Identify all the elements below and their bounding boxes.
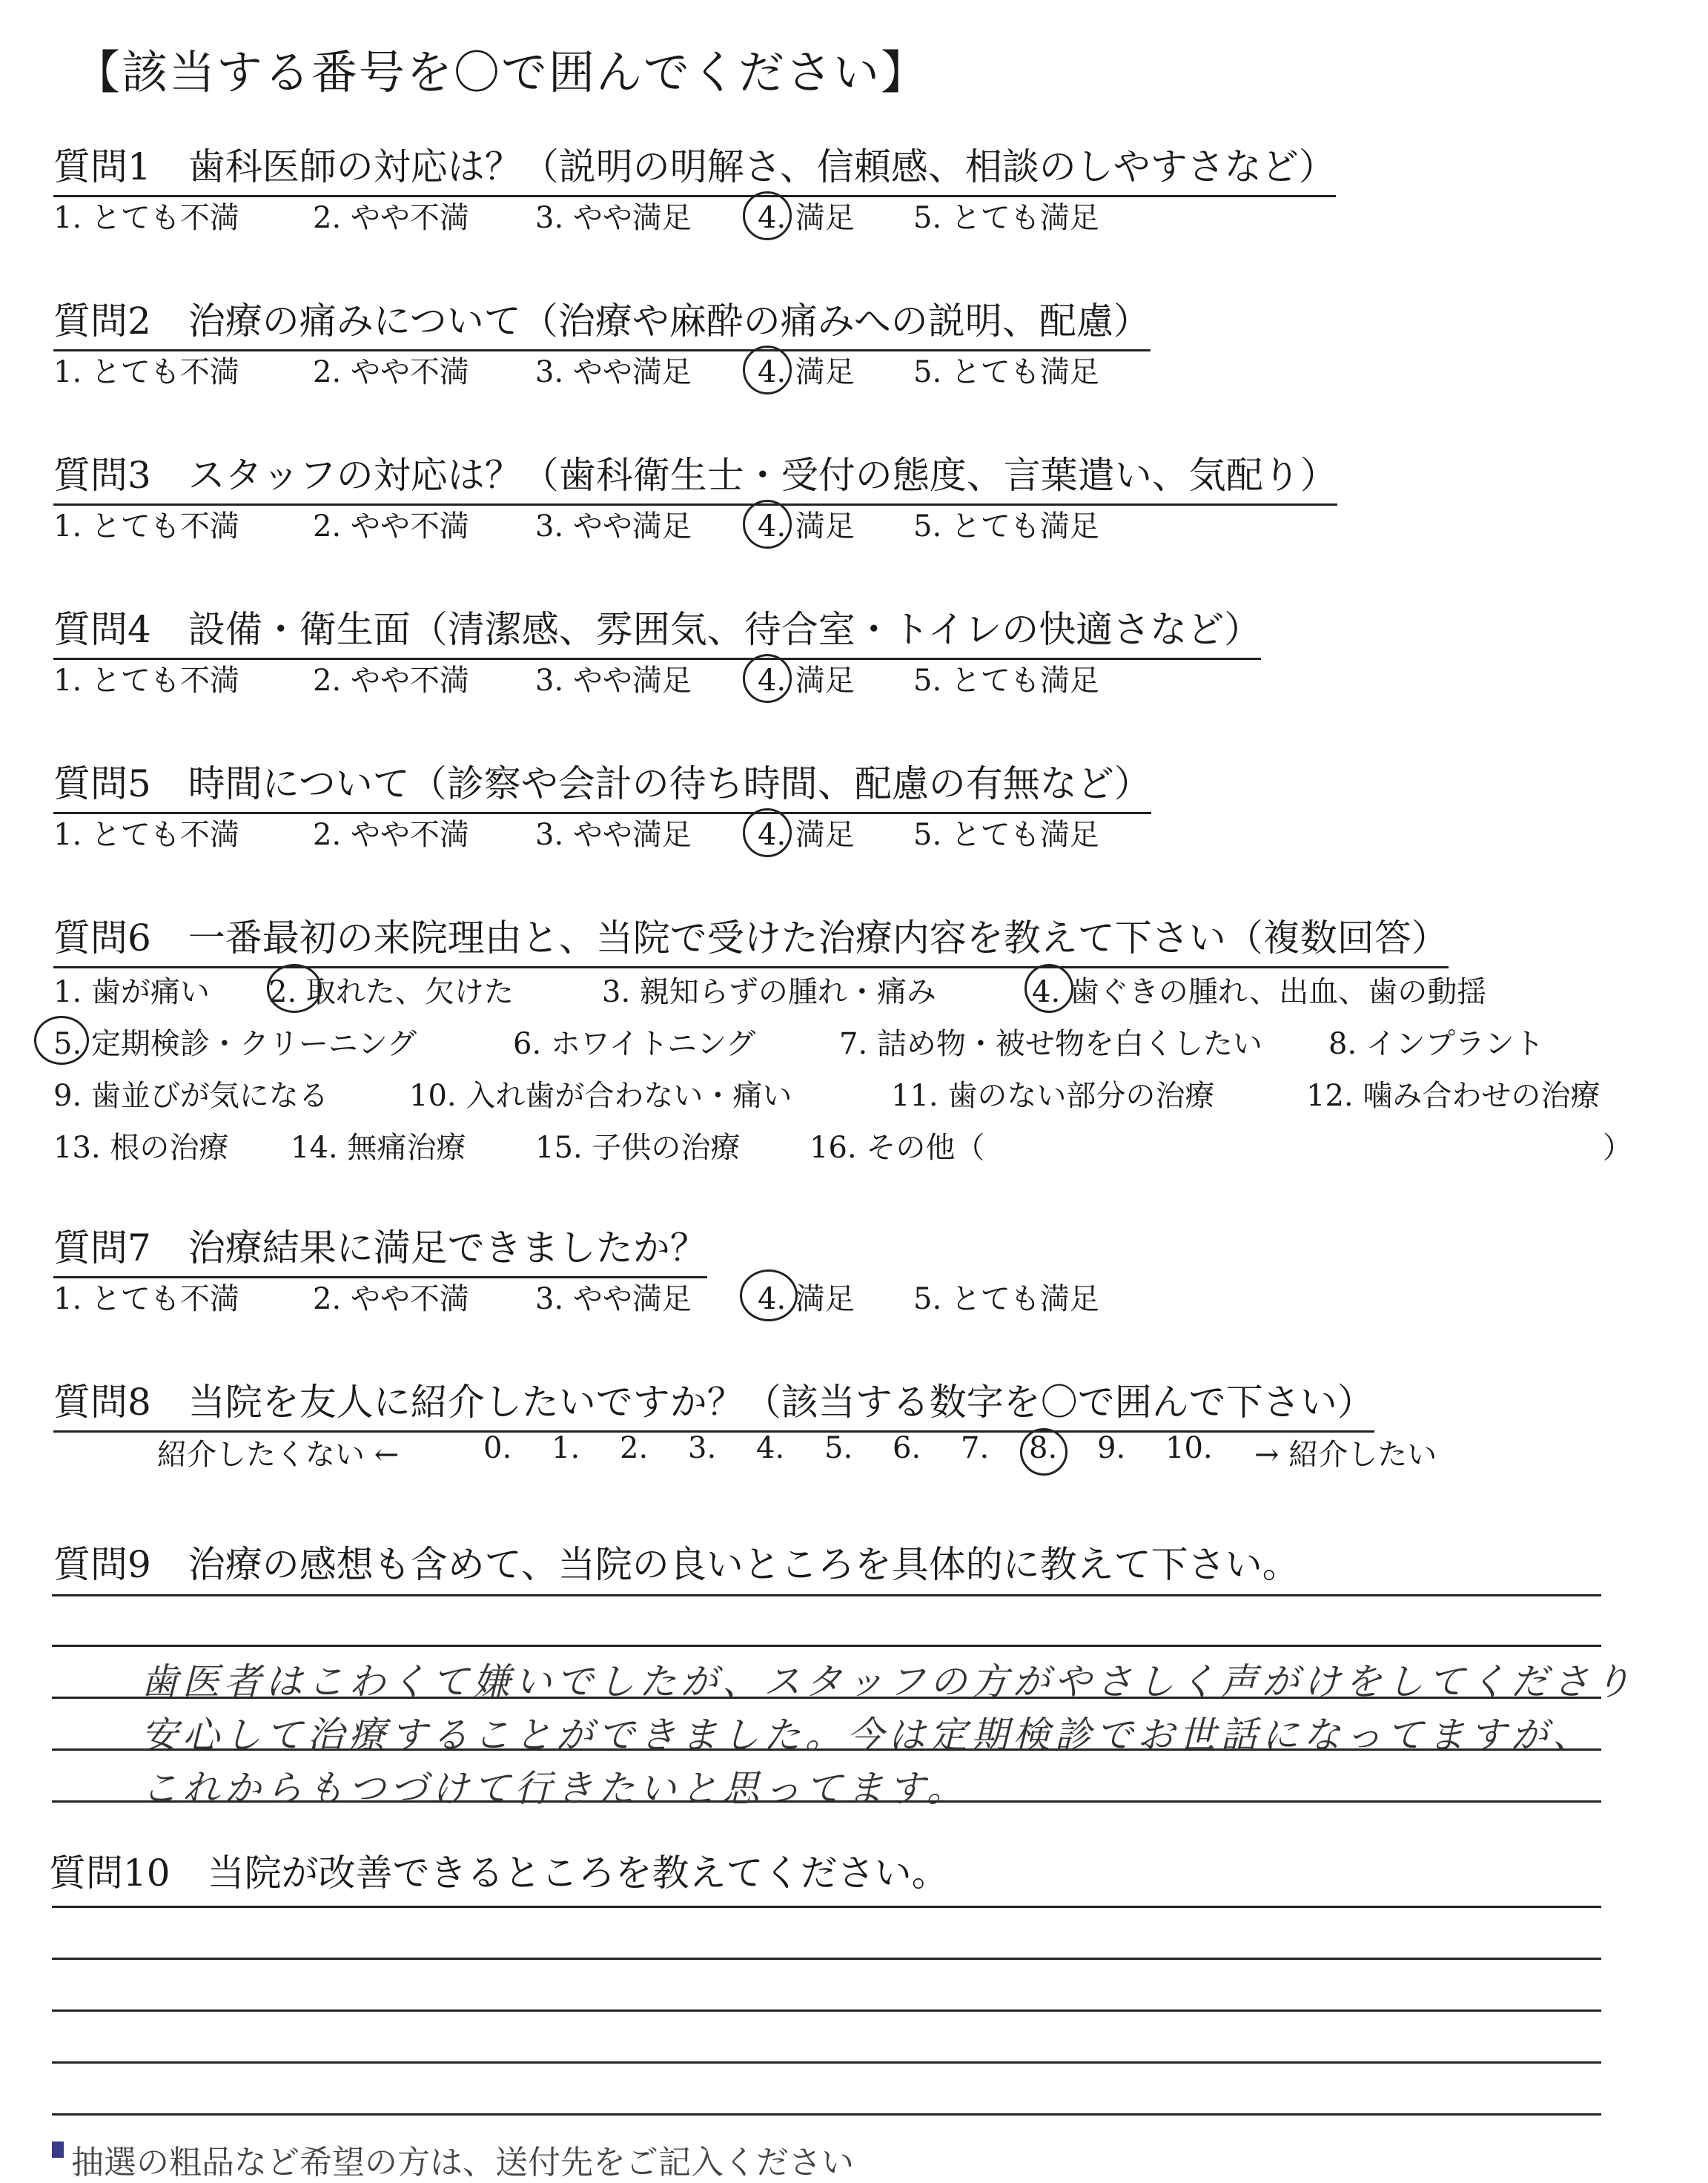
selection-circle xyxy=(743,191,792,240)
answer-line xyxy=(52,1645,1601,1647)
option-13[interactable]: 13. 根の治療 xyxy=(53,1131,229,1165)
selection-circle xyxy=(743,808,792,857)
option-1[interactable]: 1. とても不満 xyxy=(53,818,239,852)
option-5[interactable]: 5. とても満足 xyxy=(913,664,1099,698)
option-12[interactable]: 12. 噛み合わせの治療 xyxy=(1306,1079,1601,1113)
question-2-options xyxy=(53,349,1239,389)
scale-value-7[interactable]: 7. xyxy=(961,1431,990,1465)
option-3[interactable]: 3. やや満足 xyxy=(535,818,692,852)
question-3-options xyxy=(53,503,1239,544)
selection-circle xyxy=(743,654,792,703)
scale-value-6[interactable]: 6. xyxy=(893,1431,921,1465)
question-9-heading: 質問9 治療の感想も含めて、当院の良いところを具体的に教えて下さい。 xyxy=(53,1543,1300,1586)
question-6-heading: 質問6 一番最初の来院理由と、当院で受けた治療内容を教えて下さい（複数回答） xyxy=(53,908,1449,968)
option-7[interactable]: 7. 詰め物・被せ物を白くしたい xyxy=(839,1027,1262,1061)
question-5-options xyxy=(53,811,1239,852)
question-2-heading: 質問2 治療の痛みについて（治療や麻酔の痛みへの説明、配慮） xyxy=(53,291,1151,351)
question-3-heading: 質問3 スタッフの対応は？（歯科衛生士・受付の態度、言葉遣い、気配り） xyxy=(53,446,1337,506)
option-3[interactable]: 3. やや満足 xyxy=(535,201,692,235)
footer-note: 抽選の粗品など希望の方は、送付先をご記入ください xyxy=(71,2144,854,2182)
handwritten-answer-line-2: 安心して治療することができました。今は定期検診でお世話になってますが、 xyxy=(141,1714,1594,1757)
question-1-heading: 質問1 歯科医師の対応は？（説明の明解さ、信頼感、相談のしやすさなど） xyxy=(53,137,1336,197)
answer-line xyxy=(52,2061,1601,2064)
handwritten-answer-line-1: 歯医者はこわくて嫌いでしたが、スタッフの方がやさしく声がけをしてくださり xyxy=(141,1660,1635,1703)
option-4[interactable]: 4. 満足 xyxy=(758,818,855,852)
option-3[interactable]: 3. やや満足 xyxy=(535,509,692,544)
option-1[interactable]: 1. 歯が痛い xyxy=(53,975,210,1009)
scale-value-9[interactable]: 9. xyxy=(1097,1431,1126,1465)
question-1-options xyxy=(53,194,1239,235)
option-1[interactable]: 1. とても不満 xyxy=(53,355,239,389)
selection-circle xyxy=(740,1269,798,1321)
selection-circle xyxy=(1025,964,1073,1013)
option-4[interactable]: 4. 満足 xyxy=(758,201,855,235)
option-4[interactable]: 4. 歯ぐきの腫れ、出血、歯の動揺 xyxy=(1032,975,1487,1009)
option-16[interactable]: 16. その他（ xyxy=(810,1131,985,1165)
option-2[interactable]: 2. やや不満 xyxy=(313,355,469,389)
option-14[interactable]: 14. 無痛治療 xyxy=(291,1131,466,1165)
option-10[interactable]: 10. 入れ歯が合わない・痛い xyxy=(409,1079,792,1113)
option-5[interactable]: 5. とても満足 xyxy=(913,355,1099,389)
option-5[interactable]: 5. とても満足 xyxy=(913,1282,1099,1316)
question-5-heading: 質問5 時間について（診察や会計の待ち時間、配慮の有無など） xyxy=(53,754,1151,814)
scale-value-8[interactable]: 8. xyxy=(1029,1431,1058,1465)
option-3[interactable]: 3. やや満足 xyxy=(535,355,692,389)
answer-line xyxy=(52,2009,1601,2012)
selection-circle xyxy=(34,1016,89,1065)
option-3[interactable]: 3. 親知らずの腫れ・痛み xyxy=(602,975,936,1009)
answer-line xyxy=(52,2113,1601,2116)
scale-value-3[interactable]: 3. xyxy=(688,1431,717,1465)
scale-right-label: → 紹介したい xyxy=(1254,1438,1437,1472)
option-15[interactable]: 15. 子供の治療 xyxy=(535,1131,741,1165)
scale-value-5[interactable]: 5. xyxy=(824,1431,853,1465)
scale-left-label: 紹介したくない ← xyxy=(157,1438,400,1472)
answer-line xyxy=(52,1906,1601,1908)
option-4[interactable]: 4. 満足 xyxy=(758,509,855,544)
question-10-heading: 質問10 当院が改善できるところを教えてください。 xyxy=(49,1852,949,1895)
option-2[interactable]: 2. 取れた、欠けた xyxy=(268,975,514,1009)
question-8-heading: 質問8 当院を友人に紹介したいですか？（該当する数字を〇で囲んで下さい） xyxy=(53,1373,1374,1433)
answer-line xyxy=(52,1594,1601,1596)
option-1[interactable]: 1. とても不満 xyxy=(53,664,239,698)
question-7-options xyxy=(53,1275,1239,1316)
scale-value-4[interactable]: 4. xyxy=(756,1431,785,1465)
page-title: 【該当する番号を〇で囲んでください】 xyxy=(74,45,929,99)
option-1[interactable]: 1. とても不満 xyxy=(53,1282,239,1316)
option-9[interactable]: 9. 歯並びが気になる xyxy=(53,1079,328,1113)
footer-marker xyxy=(52,2141,64,2158)
option-1[interactable]: 1. とても不満 xyxy=(53,201,239,235)
option-3[interactable]: 3. やや満足 xyxy=(535,664,692,698)
question-4-options xyxy=(53,657,1239,698)
selection-circle xyxy=(267,964,322,1013)
option-16-close: ） xyxy=(1603,1131,1632,1165)
scale-value-2[interactable]: 2. xyxy=(620,1431,649,1465)
option-4[interactable]: 4. 満足 xyxy=(758,664,855,698)
option-4[interactable]: 4. 満足 xyxy=(758,355,855,389)
option-4[interactable]: 4. 満足 xyxy=(758,1282,855,1316)
question-7-heading: 質問7 治療結果に満足できましたか？ xyxy=(53,1218,707,1278)
option-1[interactable]: 1. とても不満 xyxy=(53,509,239,544)
option-2[interactable]: 2. やや不満 xyxy=(313,509,469,544)
selection-circle xyxy=(743,346,792,394)
option-5[interactable]: 5. とても満足 xyxy=(913,201,1099,235)
handwritten-answer-line-3: これからもつづけて行きたいと思ってます。 xyxy=(141,1767,968,1810)
selection-circle xyxy=(1020,1428,1068,1476)
question-4-heading: 質問4 設備・衛生面（清潔感、雰囲気、待合室・トイレの快適さなど） xyxy=(53,600,1261,660)
option-6[interactable]: 6. ホワイトニング xyxy=(513,1027,756,1061)
scale-value-10[interactable]: 10. xyxy=(1165,1431,1213,1465)
option-2[interactable]: 2. やや不満 xyxy=(313,664,469,698)
question-8-scale xyxy=(53,1431,1536,1472)
scale-value-1[interactable]: 1. xyxy=(552,1431,580,1465)
option-11[interactable]: 11. 歯のない部分の治療 xyxy=(891,1079,1215,1113)
scale-value-0[interactable]: 0. xyxy=(483,1431,512,1465)
option-2[interactable]: 2. やや不満 xyxy=(313,1282,469,1316)
answer-line xyxy=(52,1958,1601,1960)
option-5[interactable]: 5. 定期検診・クリーニング xyxy=(53,1027,417,1061)
option-2[interactable]: 2. やや不満 xyxy=(313,818,469,852)
option-8[interactable]: 8. インプラント xyxy=(1328,1027,1544,1061)
option-3[interactable]: 3. やや満足 xyxy=(535,1282,692,1316)
option-5[interactable]: 5. とても満足 xyxy=(913,509,1099,544)
option-2[interactable]: 2. やや不満 xyxy=(313,201,469,235)
selection-circle xyxy=(743,500,792,549)
option-5[interactable]: 5. とても満足 xyxy=(913,818,1099,852)
